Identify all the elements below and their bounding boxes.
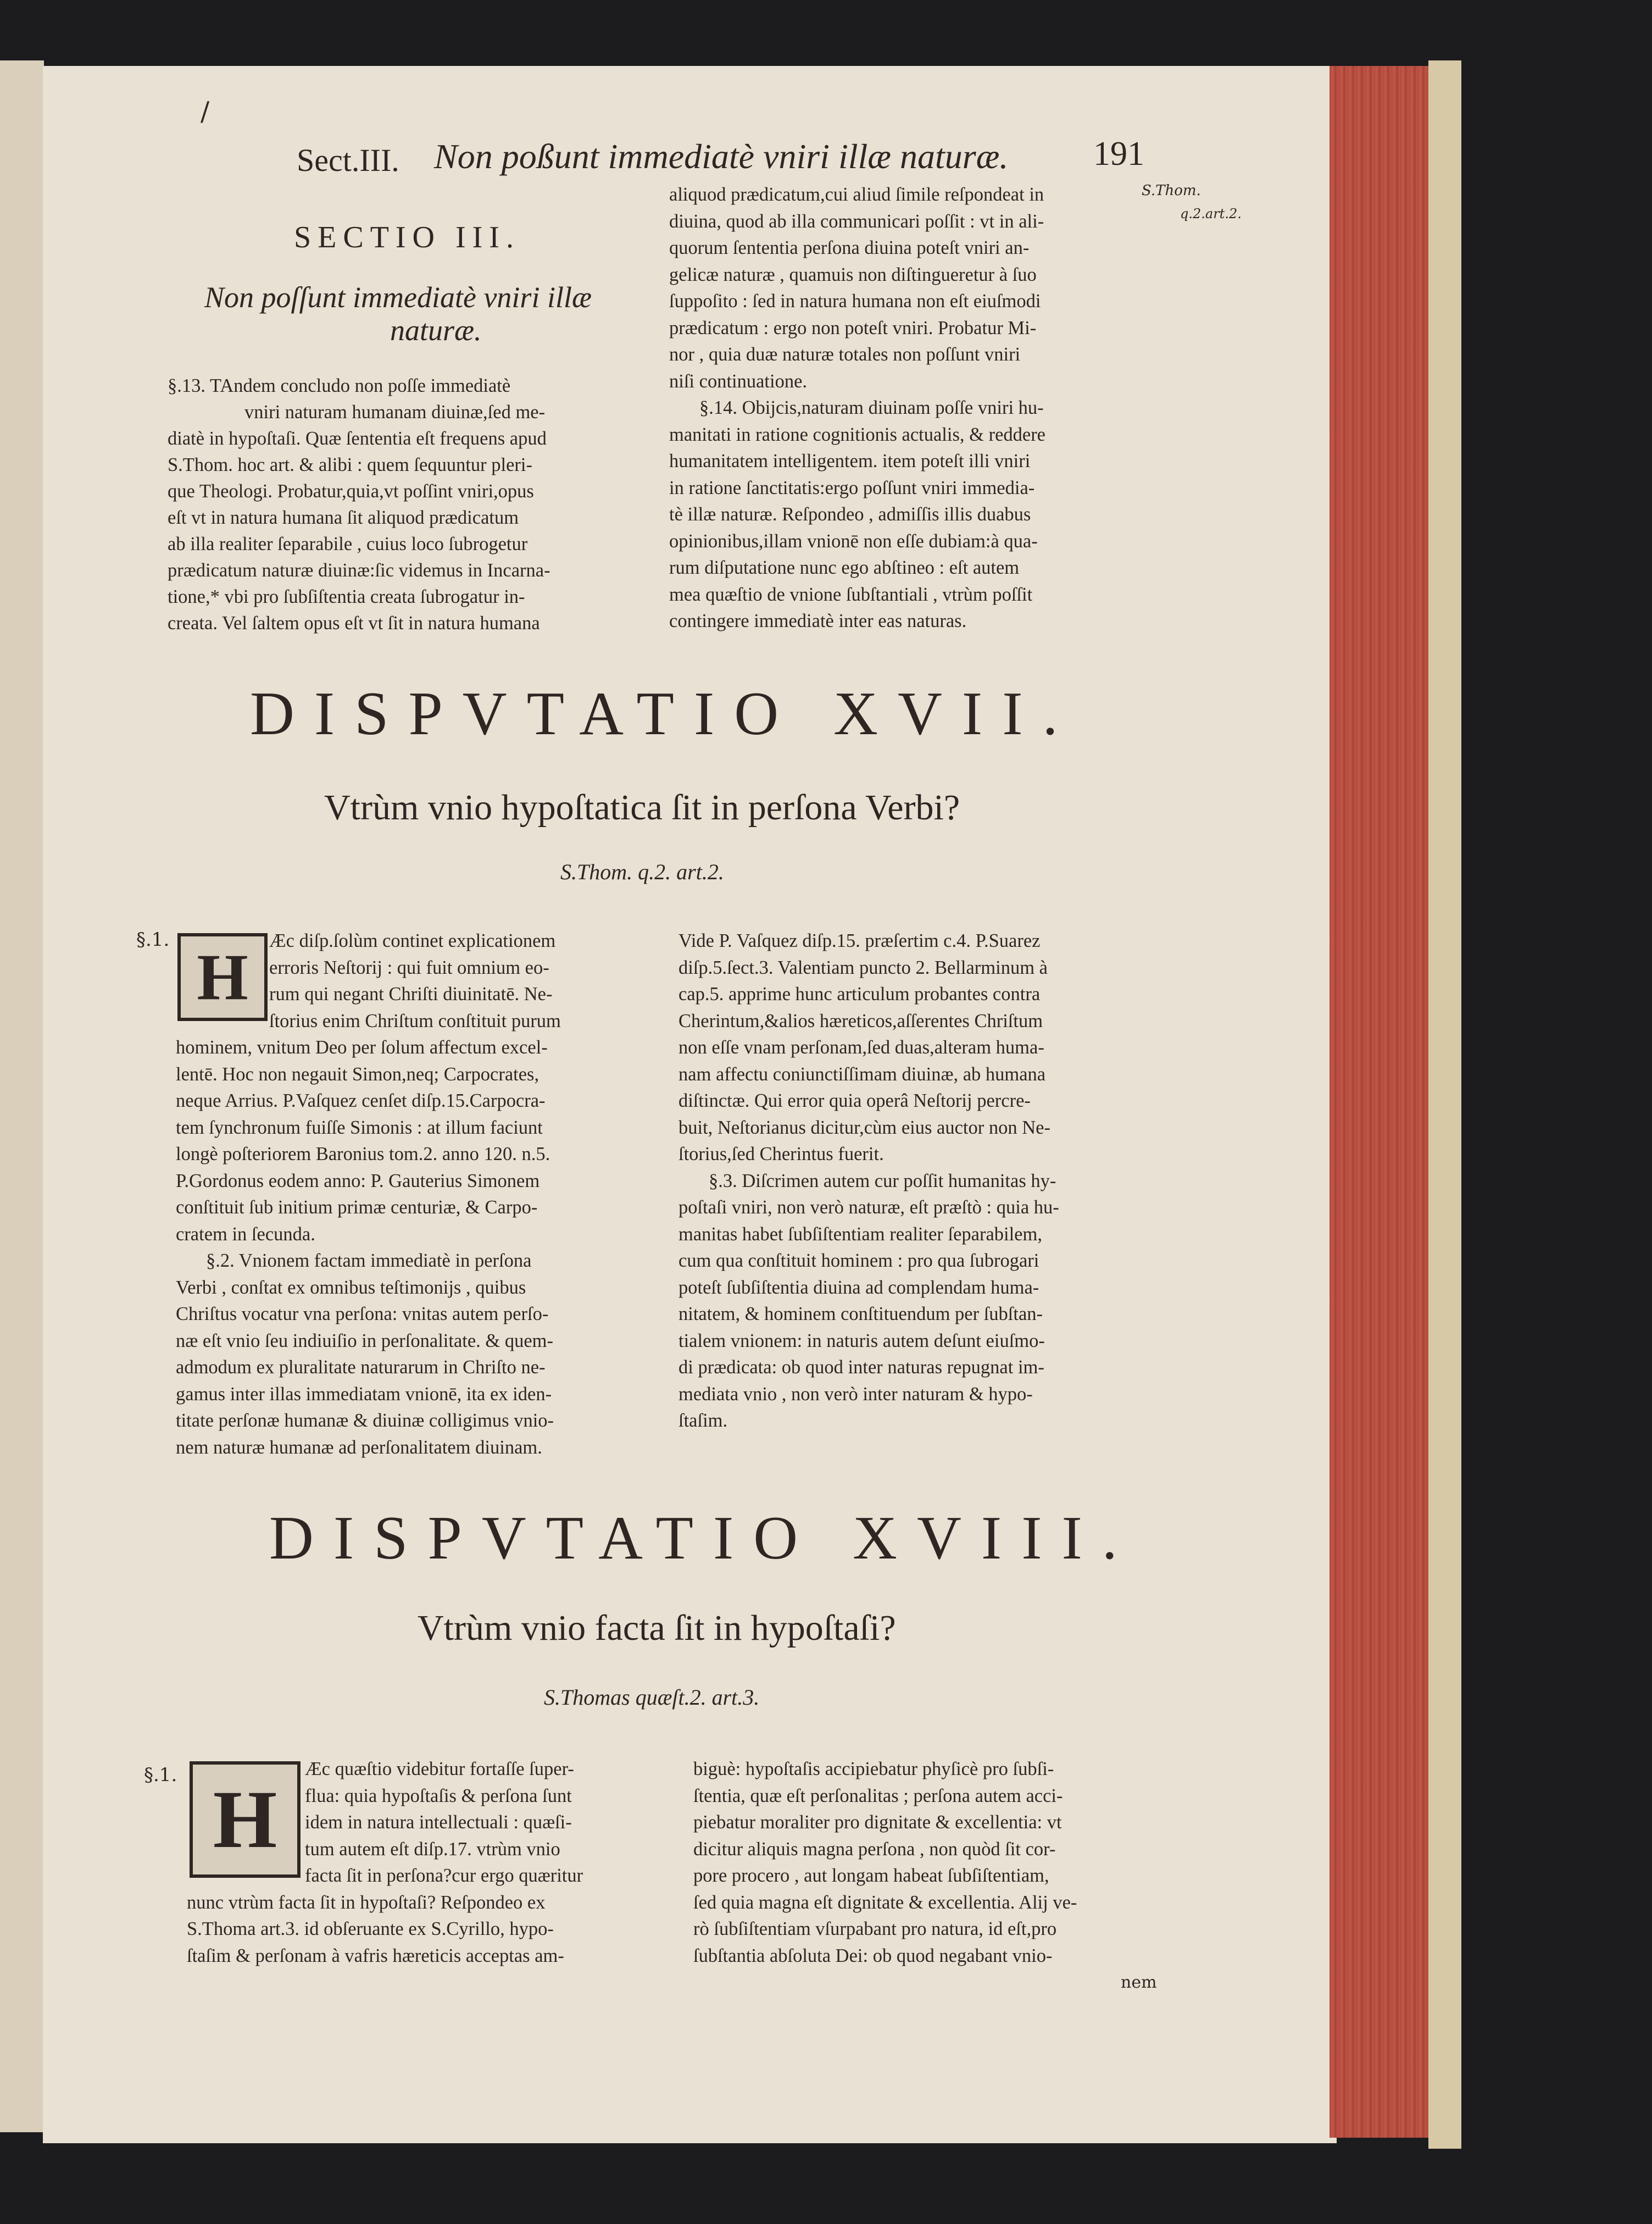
text-line: hominem, vnitum Deo per ſolum affectum excel- (176, 1037, 548, 1058)
text-line: Verbi , conſtat ex omnibus teſtimonijs , quibus (176, 1277, 526, 1298)
disputatio-17-dropcap: H (177, 933, 268, 1021)
text-line: diſtinctæ. Qui error quia operâ Neſtorij percre- (678, 1090, 1031, 1111)
text-line: ſuppoſito : ſed in natura humana non eſt eiuſmodi (669, 291, 1041, 312)
margin-note-line1: S.Thom. (1142, 182, 1201, 199)
text-line: §.13. TAndem concludo non poſſe immediatè (168, 375, 511, 396)
facing-page-edge (0, 60, 44, 2132)
text-line: flua: quia hypoſtaſis & perſona ſunt (305, 1785, 572, 1806)
disputatio-18-question: Vtrùm vnio facta ſit in hypoſtaſi? (418, 1608, 896, 1648)
text-line: ſtorius enim Chriſtum conſtituit purum (269, 1010, 561, 1031)
text-line: prædicatum naturæ diuinæ:ſic videmus in Incarna- (168, 560, 550, 581)
text-line: §.2. Vnionem factam immediatè in perſona (206, 1250, 532, 1271)
text-line: ſtaſim & perſonam à vafris hæreticis acceptas am- (187, 1945, 564, 1966)
disputatio-18-reference: S.Thomas quæſt.2. art.3. (544, 1685, 760, 1710)
text-line: cratem in ſecunda. (176, 1223, 315, 1245)
text-line: manitas habet ſubſiſtentiam realiter ſeparabilem, (678, 1223, 1042, 1245)
section-subtitle-line1: Non poſſunt immediatè vniri illæ (204, 281, 592, 314)
text-line: ſed quia magna eſt dignitate & excellentia. Alij ve- (693, 1892, 1077, 1913)
text-line: ſtentia, quæ eſt perſonalitas ; perſona autem acci- (693, 1785, 1063, 1806)
text-line: ſtaſim. (678, 1410, 728, 1431)
text-line: nitatem, & hominem conſtituendum per ſubſtan- (678, 1304, 1043, 1324)
margin-mark: / (201, 96, 210, 127)
section-heading: SECTIO III. (294, 220, 520, 254)
text-line: facta ſit in perſona?cur ergo quæritur (305, 1865, 583, 1886)
disputatio-18-right-col (693, 1756, 1166, 1969)
text-line: ab illa realiter ſeparabile , cuius loco ſubrogetur (168, 534, 528, 554)
text-line: eſt vt in natura humana ſit aliquod prædicatum (168, 507, 519, 528)
text-line: dicitur aliquis magna perſona , non quòd ſit cor- (693, 1838, 1056, 1860)
text-line: tialem vnionem: in naturis autem deſunt eiuſmo- (678, 1330, 1045, 1351)
text-line: nem naturæ humanæ ad perſonalitatem diuinam. (176, 1437, 542, 1458)
text-line: prædicatum : ergo non poteſt vniri. Probatur Mi- (669, 317, 1037, 339)
text-line: tione,* vbi pro ſubſiſtentia creata ſubrogatur in- (168, 586, 525, 607)
text-line: que Theologi. Probatur,quia,vt poſſint vniri,opus (168, 481, 534, 502)
text-line: non eſſe vnam perſonam,ſed duas,alteram huma- (678, 1037, 1044, 1058)
text-line: biguè: hypoſtaſis accipiebatur phyſicè pro ſubſi- (693, 1759, 1054, 1779)
text-line: humanitatem intelligentem. item poteſt illi vniri (669, 451, 1031, 472)
text-line: vniri naturam humanam diuinæ,ſed me- (244, 402, 546, 423)
text-line: cum qua conſtituit hominem : pro qua ſubrogari (678, 1250, 1039, 1271)
text-line: pore procero , aut longam habeat ſubſiſtentiam, (693, 1865, 1049, 1886)
text-line: contingere immediatè inter eas naturas. (669, 611, 967, 631)
text-line: Cherintum,&alios hæreticos,aſſerentes Chriſtum (678, 1010, 1043, 1031)
text-line: di prædicata: ob quod inter naturas repugnat im- (678, 1357, 1044, 1378)
text-line: piebatur moraliter pro dignitate & excellentia: vt (693, 1812, 1062, 1833)
page-number: 191 (1093, 135, 1144, 173)
text-line: Æc quæſtio videbitur fortaſſe ſuper- (305, 1759, 574, 1779)
text-line: diſp.5.ſect.3. Valentiam puncto 2. Bellarminum à (678, 957, 1048, 978)
text-line: quorum ſententia perſona diuina poteſt vniri an- (669, 237, 1030, 258)
text-line: titate perſonæ humanæ & diuinæ colligimus vnio- (176, 1410, 554, 1431)
disputatio-18-dropcap: H (190, 1761, 301, 1878)
text-line: næ eſt vnio ſeu indiuiſio in perſonalitate. & quem- (176, 1330, 554, 1351)
page-block-edge (1428, 60, 1461, 2149)
text-line: longè poſteriorem Baronius tom.2. anno 120. n.5. (176, 1144, 550, 1164)
text-line: diuina, quod ab illa communicari poſſit : vt in ali- (669, 210, 1044, 232)
text-line: mea quæſtio de vnione ſubſtantiali , vtrùm poſſit (669, 584, 1033, 605)
section-subtitle-line2: naturæ. (390, 314, 482, 347)
text-line: Æc diſp.ſolùm continet explicationem (269, 930, 556, 951)
text-line: P.Gordonus eodem anno: P. Gauterius Simonem (176, 1170, 540, 1191)
disputatio-17-left-col (176, 928, 648, 1461)
text-line: idem in natura intellectuali : quæſi- (305, 1812, 572, 1833)
text-line: S.Thoma art.3. id obſeruante ex S.Cyrillo, hypo- (187, 1918, 554, 1939)
text-line: §.3. Diſcrimen autem cur poſſit humanitas hy- (709, 1170, 1056, 1191)
text-line: cap.5. apprime hunc articulum probantes contra (678, 984, 1041, 1005)
section-col1-text (168, 373, 651, 636)
text-line: diatè in hypoſtaſi. Quæ ſententia eſt frequens apud (168, 428, 547, 449)
disputatio-17-right-col (678, 928, 1156, 1434)
disputatio-17-question: Vtrùm vnio hypoſtatica ſit in perſona Verbi? (324, 787, 960, 828)
text-line: nor , quia duæ naturæ totales non poſſunt vniri (669, 344, 1021, 365)
text-line: admodum ex pluralitate naturarum in Chriſto ne- (176, 1357, 546, 1378)
disputatio-17-title: DISPVTATIO XVII. (250, 680, 1078, 748)
text-line: manitati in ratione cognitionis actualis, & reddere (669, 424, 1045, 445)
section-col2-text (669, 181, 1142, 635)
text-line: poteſt ſubſiſtentia diuina ad complendam huma- (678, 1277, 1039, 1298)
running-head-title: Non poßunt immediatè vniri illæ naturæ. (434, 137, 1009, 176)
text-line: S.Thom. hoc art. & alibi : quem ſequuntur pleri- (168, 454, 532, 475)
text-line: Vide P. Vaſquez diſp.15. præſertim c.4. P.Suarez (678, 930, 1041, 951)
text-line: in ratione ſanctitatis:ergo poſſunt vniri immedia- (669, 477, 1035, 498)
text-line: rò ſubſiſtentiam vſurpabant pro natura, id eſt,pro (693, 1918, 1057, 1939)
text-line: tem ſynchronum fuiſſe Simonis : at illum faciunt (176, 1117, 543, 1138)
text-line: conſtituit ſub initium primæ centuriæ, & Carpo- (176, 1197, 538, 1218)
text-line: §.14. Obijcis,naturam diuinam poſſe vniri hu- (699, 397, 1044, 418)
text-line: opinionibus,illam vnionē non eſſe dubiam:à qua- (669, 530, 1038, 552)
text-line: rum diſputatione nunc ego abſtineo : eſt autem (669, 557, 1020, 578)
running-head-section: Sect.III. (297, 142, 399, 178)
text-line: nam affectu coniunctiſſimam diuinæ, ab humana (678, 1063, 1046, 1085)
text-line: rum qui negant Chriſti diuinitatē. Ne- (269, 984, 553, 1005)
text-line: gamus inter illas immediatam vnionē, ita ex iden- (176, 1383, 552, 1405)
text-line: nunc vtrùm facta ſit in hypoſtaſi? Reſpondeo ex (187, 1892, 546, 1913)
page-block-red-edge (1330, 66, 1445, 2138)
text-line: aliquod prædicatum,cui aliud ſimile reſpondeat in (669, 184, 1044, 205)
text-line: niſi continuatione. (669, 370, 808, 392)
text-line: ſtorius,ſed Cherintus fuerit. (678, 1144, 884, 1164)
text-line: ſubſtantia abſoluta Dei: ob quod negabant vnio- (693, 1945, 1053, 1966)
text-line: poſtaſi vniri, non verò naturæ, eſt præſtò : quia hu- (678, 1197, 1059, 1218)
disputatio-17-reference: S.Thom. q.2. art.2. (560, 859, 724, 884)
disputatio-17-section-mark: §.1. (136, 929, 170, 951)
text-line: gelicæ naturæ , quamuis non diſtingueretur à ſuo (669, 264, 1037, 285)
text-line: tum autem eſt diſp.17. vtrùm vnio (305, 1838, 560, 1860)
text-line: lentē. Hoc non negauit Simon,neq; Carpocrates, (176, 1063, 539, 1085)
text-line: mediata vnio , non verò inter naturam & hypo- (678, 1383, 1033, 1405)
disputatio-18-section-mark: §.1. (144, 1764, 177, 1786)
disputatio-18-left-col (187, 1756, 665, 1969)
text-line: Chriſtus vocatur vna perſona: vnitas autem perſo- (176, 1304, 549, 1324)
disputatio-18-title: DISPVTATIO XVIII. (269, 1504, 1137, 1572)
catchword: nem (1121, 1973, 1157, 1992)
text-line: tè illæ naturæ. Reſpondeo , admiſſis illis duabus (669, 504, 1031, 525)
text-line: buit, Neſtorianus dicitur,cùm eius auctor non Ne- (678, 1117, 1050, 1138)
margin-note-line2: q.2.art.2. (1180, 206, 1242, 221)
text-line: erroris Neſtorij : qui fuit omnium eo- (269, 957, 549, 978)
text-line: creata. Vel ſaltem opus eſt vt ſit in natura humana (168, 613, 540, 634)
text-line: neque Arrius. P.Vaſquez cenſet diſp.15.Carpocra- (176, 1090, 546, 1111)
